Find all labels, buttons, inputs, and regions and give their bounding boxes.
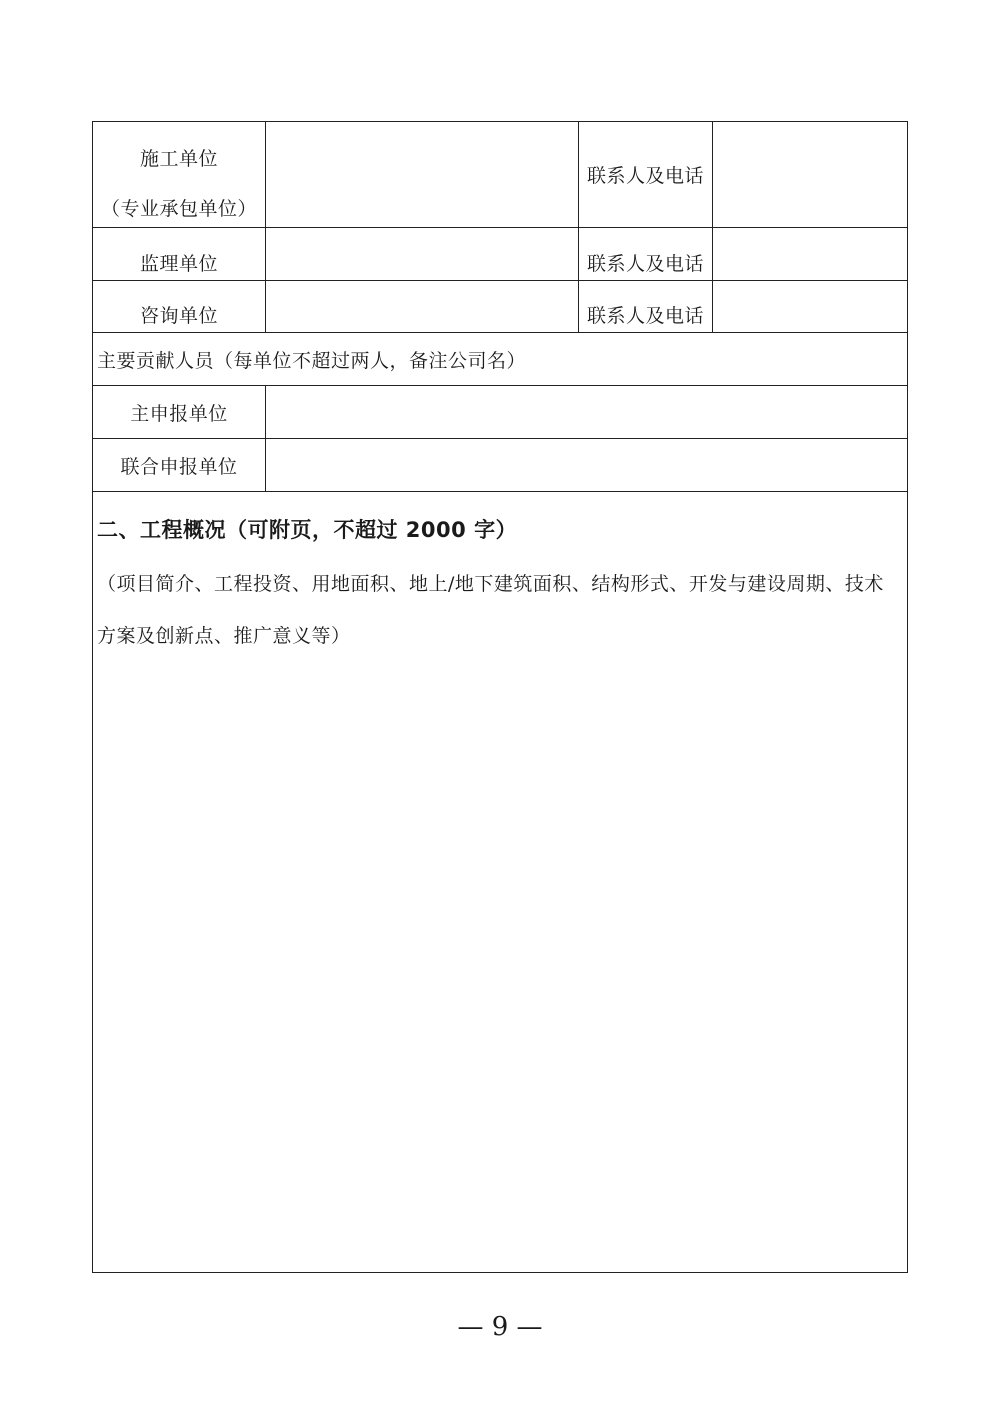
- construction-unit-row: [93, 122, 907, 228]
- contributors-label: 主要贡献人员（每单位不超过两人，备注公司名）: [97, 349, 527, 372]
- page-number: — 9 —: [457, 1312, 543, 1342]
- construction-unit-sublabel: （专业承包单位）: [100, 198, 257, 220]
- project-overview-content-area[interactable]: [93, 652, 907, 1262]
- main-applicant-row: [93, 386, 907, 439]
- application-form-table: [92, 121, 908, 1273]
- supervision-unit-field[interactable]: [266, 228, 579, 280]
- construction-contact-label: 联系人及电话: [579, 122, 713, 227]
- consulting-unit-row: [93, 281, 907, 333]
- contributors-row: [93, 333, 907, 386]
- joint-applicant-field[interactable]: [266, 439, 907, 491]
- supervision-unit-row: [93, 228, 907, 281]
- project-overview-section: [93, 492, 907, 1272]
- project-overview-title: 二、工程概况（可附页，不超过 2000 字）: [97, 518, 518, 542]
- construction-unit-label-cell: [93, 122, 266, 227]
- consulting-unit-label: 咨询单位: [93, 281, 266, 332]
- supervision-contact-field[interactable]: [713, 228, 907, 280]
- construction-contact-field[interactable]: [713, 122, 907, 227]
- supervision-unit-label: 监理单位: [93, 228, 266, 280]
- project-overview-note: （项目简介、工程投资、用地面积、地上/地下建筑面积、结构形式、开发与建设周期、技术方案及创新点、推广意义等）: [97, 573, 884, 647]
- joint-applicant-label: 联合申报单位: [93, 439, 266, 491]
- supervision-contact-label: 联系人及电话: [579, 228, 713, 280]
- consulting-unit-field[interactable]: [266, 281, 579, 332]
- construction-unit-label: 施工单位: [139, 148, 218, 170]
- consulting-contact-field[interactable]: [713, 281, 907, 332]
- main-applicant-field[interactable]: [266, 386, 907, 438]
- construction-unit-field[interactable]: [266, 122, 579, 227]
- joint-applicant-row: [93, 439, 907, 492]
- main-applicant-label: 主申报单位: [93, 386, 266, 438]
- consulting-contact-label: 联系人及电话: [579, 281, 713, 332]
